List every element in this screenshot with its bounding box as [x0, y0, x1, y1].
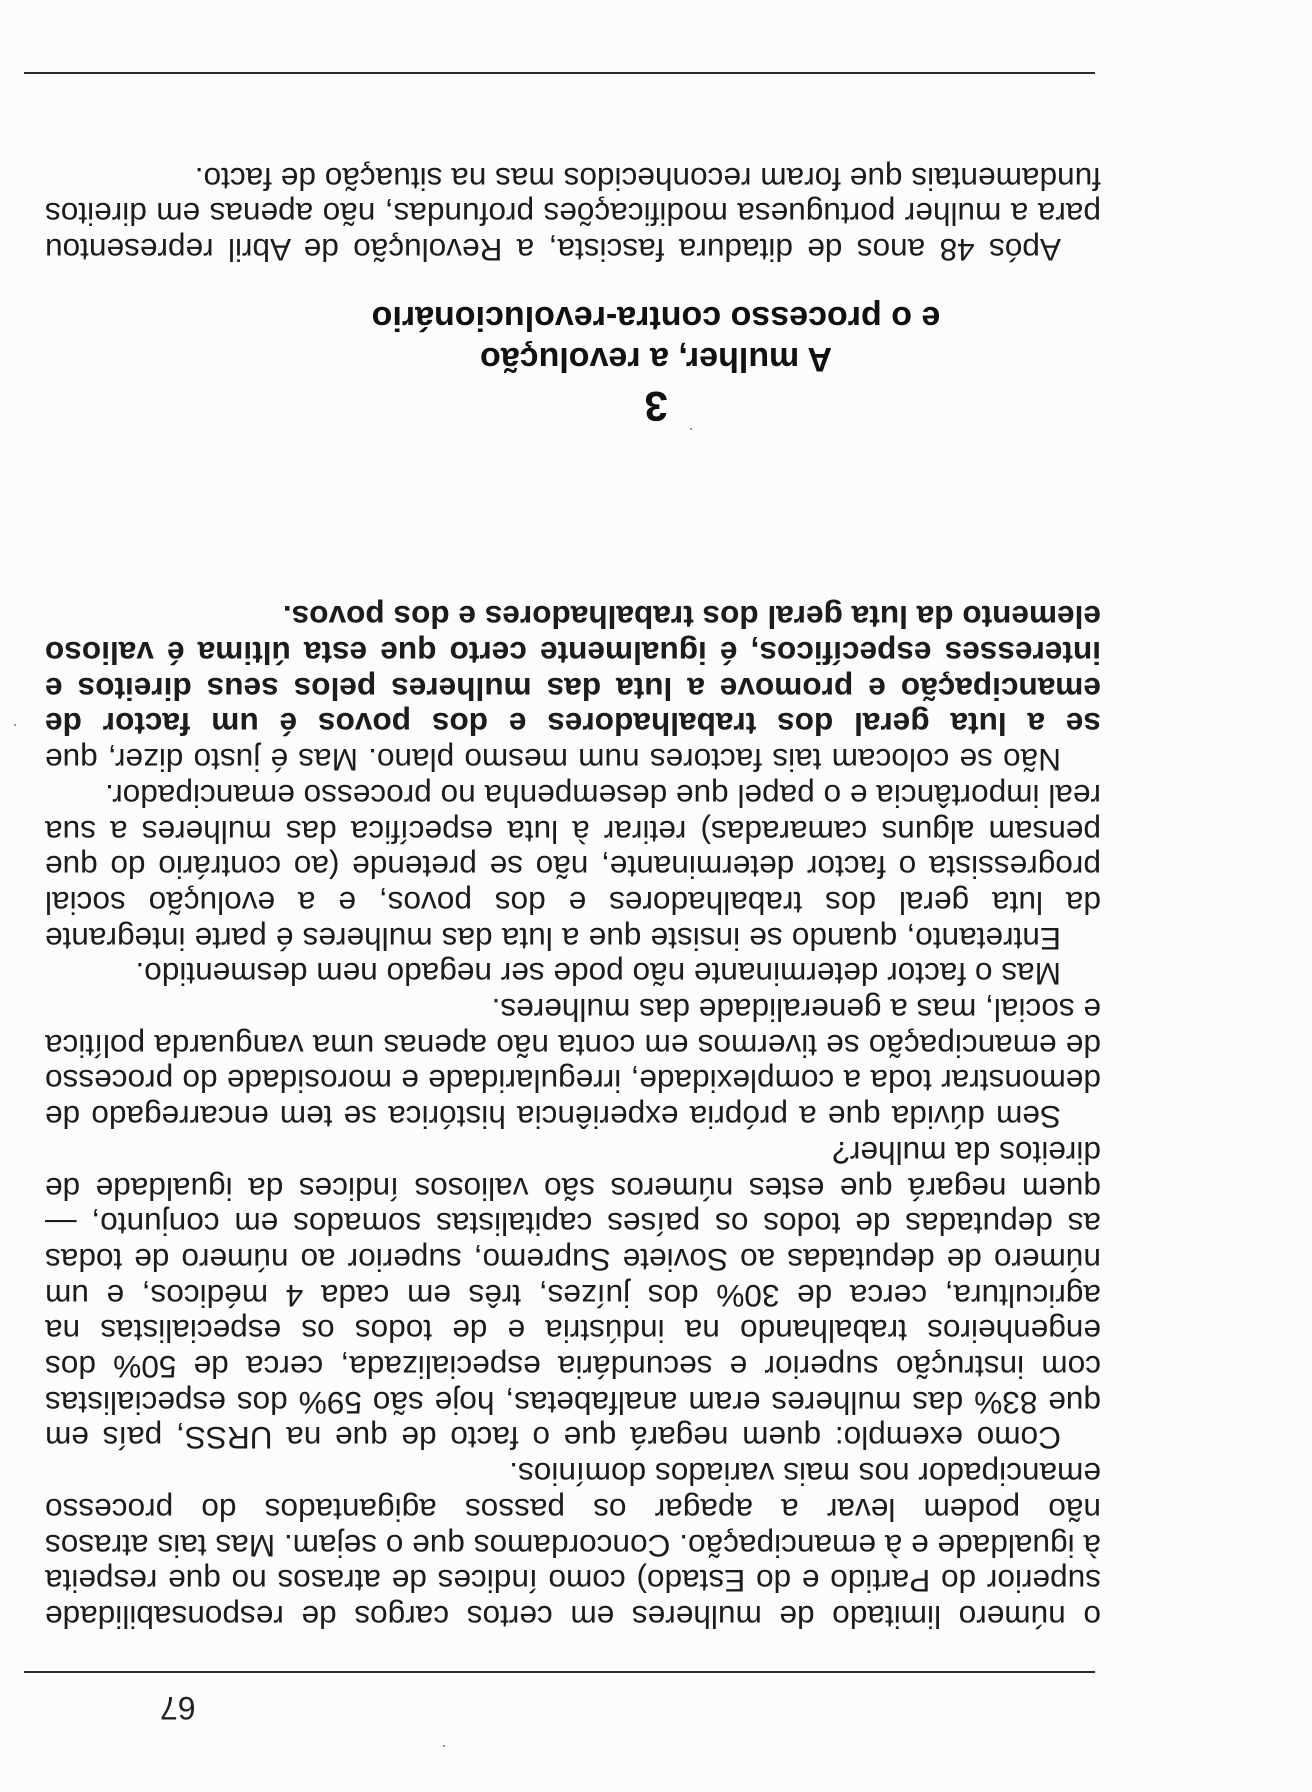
chapter-number: 3 [644, 383, 668, 430]
paragraph: Entretanto, quando se insiste que a luta das mulheres é parte integrante da luta geral dos trabalhadores e dos povos, e a evolução social progressista o factor determinante, não se pretende (ao contrário do que pensam alguns camaradas) retirar à luta específica das mulheres a sua real importância e o papel que desempenha no processo emancipador. [45, 777, 1101, 957]
chapter-title [0, 297, 1312, 379]
paragraph: o número limitado de mulheres em certos cargos de responsabilidade superior do Partido e do Estado) como índices de atrasos no que respeita à igualdade e à emancipação. Concordamos que o sejam. Mas tais atrasos não podem levar a apagar os passos agigantados do processo emancipador nos mais variados domínios. [45, 1456, 1101, 1635]
paragraph: Após 48 anos de ditadura fascista, a Revolução de Abril representou para a mulher portuguesa modificações profundas, não apenas em direitos fundamentais que foram reconhecidos mas na situação de facto. [45, 160, 1101, 268]
header-rule [24, 1671, 1095, 1673]
paragraph-with-emphasis [45, 599, 1101, 778]
chapter-body-text [45, 160, 1101, 267]
chapter-title-line: A mulher, a revolução [479, 340, 833, 378]
paragraph-text: Não se colocam tais factores num mesmo plano. Mas é justo dizer, que [45, 742, 1061, 779]
scan-speck [690, 428, 692, 430]
emphasized-text: se a luta geral dos trabalhadores e dos povos é um factor de emancipação e promove a luta das mulheres pelos seus direitos e interesses específicos, é igualmente certo que esta última é valioso elemento da luta geral dos trabalhadores e dos povos. [45, 599, 1101, 743]
continued-body-text [45, 599, 1101, 1634]
page-number: 67 [160, 1690, 196, 1726]
paragraph: Sem dúvida que a própria experiência histórica se tem encarregado de demonstrar toda a complexidade, irregularidade e morosidade do processo de emancipação se tivermos em conta não apenas uma vanguarda política e social, mas a generalidade das mulheres. [45, 992, 1101, 1136]
paragraph: Mas o factor determinante não pode ser negado nem desmentido. [135, 956, 1061, 993]
scan-speck [443, 1745, 445, 1747]
footer-rule [24, 72, 1095, 74]
chapter-title-line: e o processo contra-revolucionário [371, 299, 941, 337]
paragraph: Como exemplo: quem negará que o facto de que na URSS, país em que 83% das mulheres eram analfabetas, hoje são 59% dos especialistas com instrução superior e secundária especializada, cerca de 50% dos engenheiros trabalhando na indústria e de todos os especialistas na agricultura, cerca de 30% dos juízes, três em cada 4 médicos, e um número de deputadas ao Soviete Supremo, superior ao número de todas as deputadas de todos os países capitalistas somados em conjunto, — quem negará que estes números são valiosos índices da igualdade de direitos da mulher? [45, 1134, 1101, 1457]
scan-speck [14, 724, 16, 726]
